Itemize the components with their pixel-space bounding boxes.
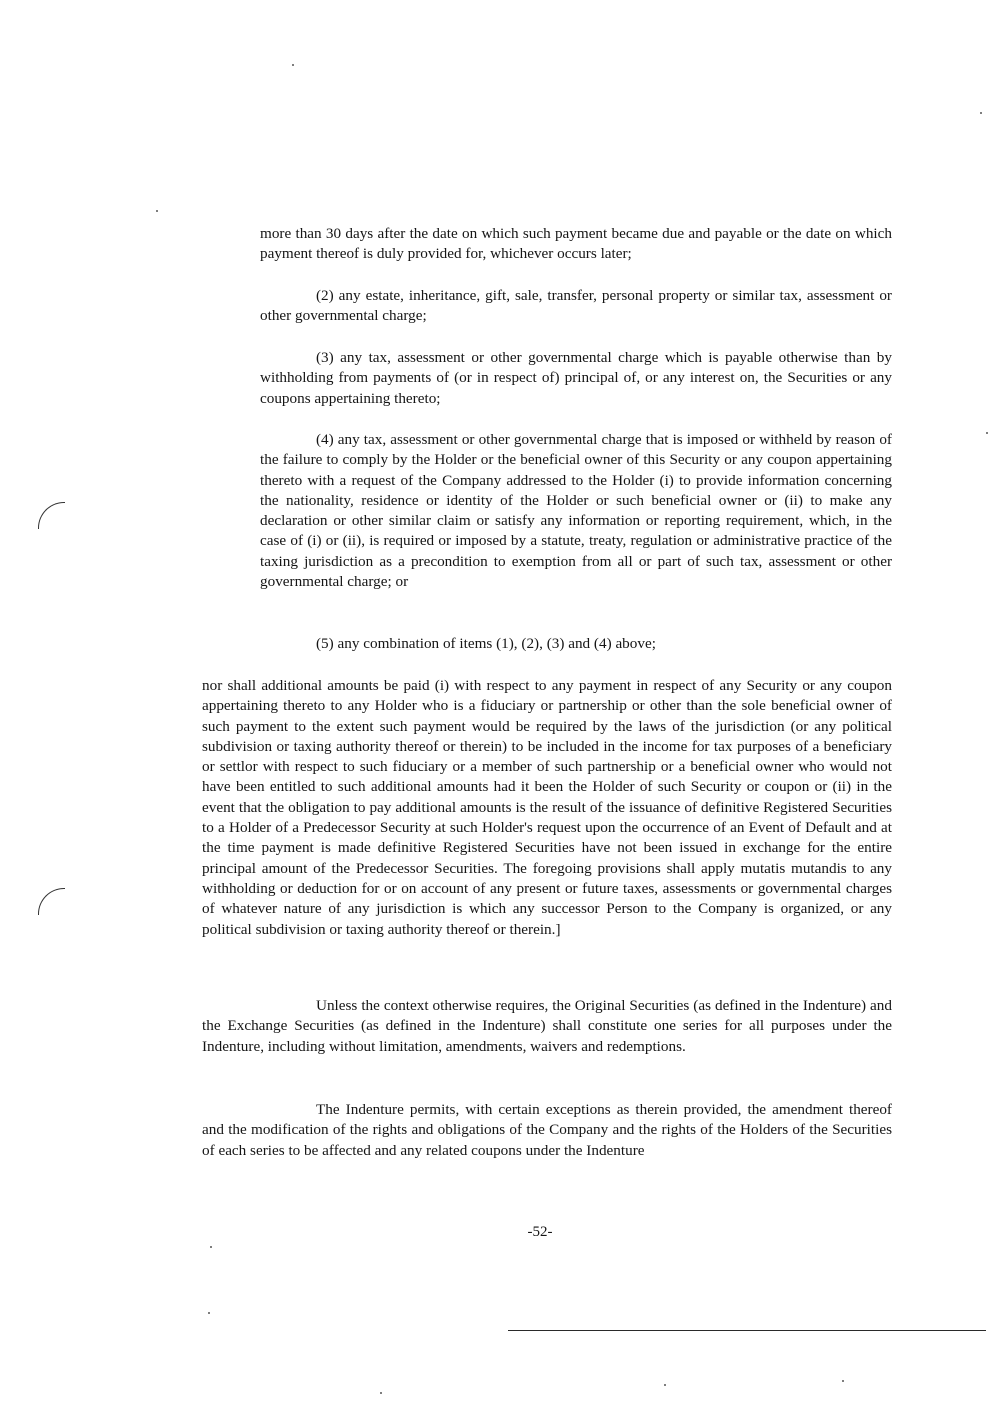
scan-speck — [292, 64, 294, 66]
list-item-3: (3) any tax, assessment or other governmental charge which is payable otherwise than by withholding from payments of (or in respect of) principal of, or any interest on, the Securities or any coupons appertaining thereto; — [260, 349, 892, 407]
list-item-4: (4) any tax, assessment or other governmental charge that is imposed or withheld by reason of the failure to comply by the Holder or the beneficial owner of this Security or any coupon appertaining thereto with a request of the Company addressed to the Holder (i) to provide information concerning the nationality, residence or identity of the Holder or such beneficial owner or (ii) to make any declaration or other similar claim or satisfy any information or reporting requirement, which, in the case of (i) or (ii), is required or imposed by a statute, treaty, regulation or administrative practice of the taxing jurisdiction as a precondition to exemption from all or part of such tax, assessment or other governmental charge; or — [260, 431, 892, 591]
scan-speck — [156, 210, 158, 212]
scan-artifact-mark — [38, 502, 65, 529]
list-item-5: (5) any combination of items (1), (2), (3) and (4) above; — [316, 635, 656, 652]
scan-speck — [380, 1392, 382, 1394]
scan-speck — [842, 1380, 844, 1382]
paragraph-nor-shall: nor shall additional amounts be paid (i) with respect to any payment in respect of any Security or any coupon appertaining thereto to any Holder who is a fiduciary or partnership or other than the sole beneficial owner of such payment to the extent such payment would be required by the laws of the jurisdiction (or any political subdivision or taxing authority thereof or therein) to be included in the income for tax purposes of a beneficiary or settlor with respect to such fiduciary or a member of such partnership or a beneficial owner who would not have been entitled to such additional amounts had it been the Holder of such Security or coupon or (ii) in the event that the obligation to pay additional amounts is the result of the issuance of definitive Registered Securities to a Holder of a Predecessor Security at such Holder's request upon the occurrence of an Event of Default and at the time payment is made definitive Registered Securities have not been issued in exchange for the entire principal amount of the Predecessor Securities. The foregoing provisions shall apply mutatis mutandis to any withholding or deduction for or on account of any present or future taxes, assessments or governmental charges of whatever nature of any jurisdiction is which any successor Person to the Company is organized, or any political subdivision or taxing authority thereof or therein.] — [202, 677, 892, 938]
list-item-2: (2) any estate, inheritance, gift, sale, transfer, personal property or similar tax, assessment or other governmental charge; — [260, 287, 892, 325]
scan-speck — [664, 1384, 666, 1386]
paragraph-continuation: more than 30 days after the date on which such payment became due and payable or the date on which payment thereof is duly provided for, whichever occurs later; — [260, 225, 892, 263]
scan-speck — [210, 1246, 212, 1248]
scan-speck — [980, 112, 982, 114]
scan-speck — [986, 432, 988, 434]
bottom-rule — [508, 1330, 986, 1331]
paragraph-indenture-permits: The Indenture permits, with certain exceptions as therein provided, the amendment thereof and the modification of the rights and obligations of the Company and the rights of the Holders of the Securities of each series to be affected and any related coupons under the Indenture — [202, 1101, 892, 1159]
scan-speck — [208, 1312, 210, 1314]
page-number: -52- — [527, 1224, 553, 1240]
scan-artifact-mark — [38, 888, 65, 915]
paragraph-unless: Unless the context otherwise requires, the Original Securities (as defined in the Indenture) and the Exchange Securities (as defined in the Indenture) shall constitute one series for all purposes under the Indenture, including without limitation, amendments, waivers and redemptions. — [202, 997, 892, 1055]
